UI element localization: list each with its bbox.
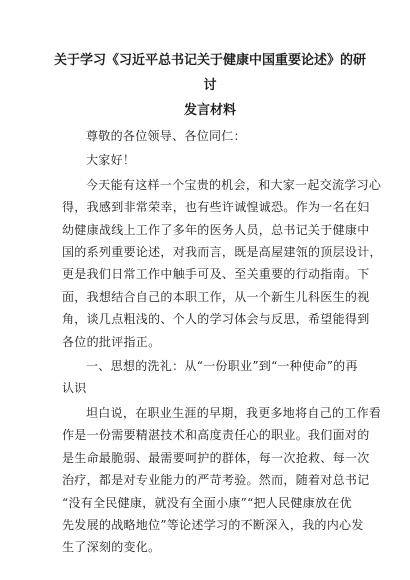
text-line: 国的系列重要论述，对我而言，既是高屋建瓴的顶层设计， (62, 245, 382, 260)
text-line: 生了深刻的变化。 (62, 540, 161, 555)
text-line: 今天能有这样一个宝贵的机会，和大家一起交流学习心 (86, 177, 382, 192)
heading-line: 一、思想的洗礼：从“一份职业”到“一种使命”的再 (86, 359, 358, 374)
text-line: 面，我想结合自己的本职工作，从一个新生儿科医生的视 (62, 289, 370, 304)
text-line: 得，我感到非常荣幸，也有些许诚惶诚恐。作为一名在妇 (62, 200, 370, 215)
text-line: 治疗，都是对专业能力的严苛考验。然而，随着对总书记 (62, 473, 370, 488)
salutation: 尊敬的各位领导、各位同仁： (86, 129, 246, 143)
heading-line: 认识 (62, 381, 87, 396)
text-line: 角，谈几点粗浅的、个人的学习体会与反思，希望能得到 (62, 312, 370, 327)
text-line: 坦白说，在职业生涯的早期，我更多地将自己的工作看 (86, 405, 382, 420)
document-title (48, 48, 372, 123)
text-line: 更是我们日常工作中触手可及、至关重要的行动指南。下 (62, 267, 370, 282)
title-line: 关于学习《习近平总书记关于健康中国重要论述》的研讨 (53, 53, 366, 93)
text-line: 是生命最脆弱、最需要呵护的群体，每一次抢救、每一次 (62, 450, 370, 465)
intro-paragraph (62, 174, 382, 353)
section-heading (62, 355, 372, 400)
greeting: 大家好！ (86, 153, 136, 168)
text-line: 各位的批评指正。 (62, 334, 161, 349)
section-paragraph (62, 402, 382, 559)
text-line: 先发展的战略地位”等论述学习的不断深入，我的内心发 (62, 517, 364, 532)
text-line: “没有全民健康，就没有全面小康”“把人民健康放在优 (62, 495, 352, 510)
text-line: 作是一份需要精湛技术和高度责任心的职业。我们面对的 (62, 428, 370, 443)
title-line: 发言材料 (183, 103, 236, 118)
text-line: 幼健康战线上工作了多年的医务人员，总书记关于健康中 (62, 222, 370, 237)
